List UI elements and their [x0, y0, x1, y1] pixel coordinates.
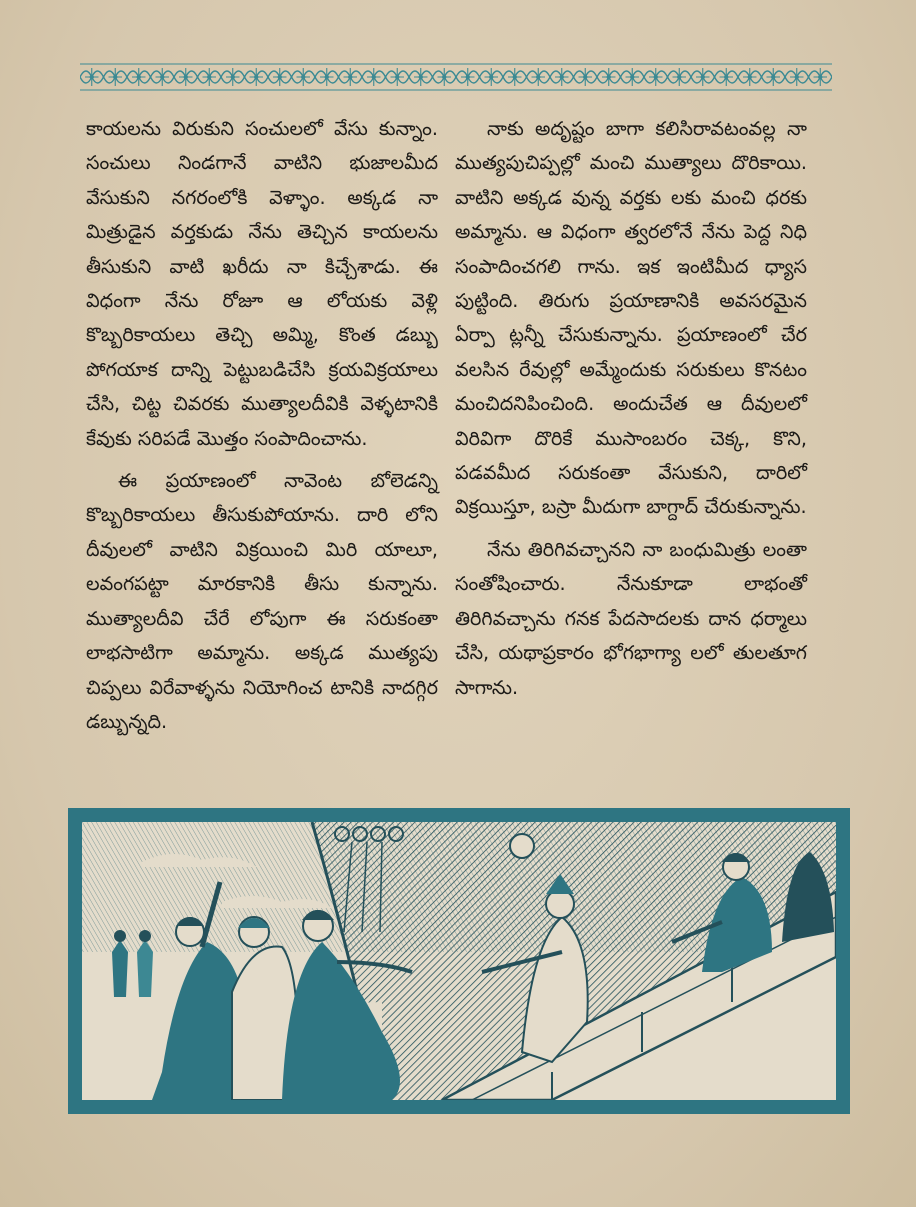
harbor-scene-image: [82, 822, 836, 1100]
decorative-border: [80, 62, 832, 92]
paragraph: ఈ ప్రయాణంలో నావెంట బోలెడన్ని కొబ్బరికాయలు తీసుకుపోయాను. దారి లోని దీవులలో వాటిని విక్రయించి మిరి యాలూ, లవంగపట్టా మారకానికి తీసు కున్నాను. ముత్యాలదీవి చేరే లోపుగా ఈ సరుకంతా లాభసాటిగా అమ్మాను. అక్కడ ముత్యపు చిప్పలు విరేవాళ్ళను నియోగించ టానికి నాదగ్గిర డబ్బున్నది.: [86, 469, 438, 733]
paragraph: నాకు అదృష్టం బాగా కలిసిరావటంవల్ల నా ముత్యపుచిప్పల్లో మంచి ముత్యాలు దొరికాయి. వాటిని అక్కడ వున్న వర్తకు లకు మంచి ధరకు అమ్మాను. ఆ విధంగా త్వరలోనే నేను పెద్ద నిధి సంపాదించగలి గాను. ఇక ఇంటిమీద ధ్యాస పుట్టింది. తిరుగు ప్రయాణానికి అవసరమైన ఏర్పా ట్లన్నీ చేసుకున్నాను. ప్రయాణంలో చేర వలసిన రేవుల్లో అమ్మేందుకు సరుకులు కొనటం మంచిదనిపించింది. అందుచేత ఆ దీవులలో విరివిగా దొరికే ముసాంబరం చెక్క, కొని, పడవమీద సరుకంతా వేసుకుని, దారిలో విక్రయిస్తూ, బస్రా మీదుగా బాగ్దాద్ చేరుకున్నాను.: [455, 117, 807, 519]
story-illustration: [68, 808, 850, 1114]
paragraph: నేను తిరిగివచ్చానని నా బంధుమిత్రు లంతా సంతోషించారు. నేనుకూడా లాభంతో తిరిగివచ్చాను గనక పేదసాదలకు దాన ధర్మాలు చేసి, యథాప్రకారం భోగభాగ్యా లలో తులతూగ సాగాను.: [455, 537, 807, 699]
paragraph: కాయలను విరుకుని సంచులలో వేసు కున్నాం. సంచులు నిండగానే వాటిని భుజాలమీద వేసుకుని నగరంలోకి వెళ్ళాం. అక్కడ నా మిత్రుడైన వర్తకుడు నేను తెచ్చిన కాయలను తీసుకుని వాటి ఖరీదు నా కిచ్చేశాడు. ఈ విధంగా నేను రోజూ ఆ లోయకు వెళ్లి కొబ్బరికాయలు తెచ్చి అమ్మి, కొంత డబ్బు పోగయాక దాన్ని పెట్టుబడిచేసి క్రయవిక్రయాలు చేసి, చిట్ట చివరకు ముత్యాలదీవికి వెళ్ళటానికి కేవుకు సరిపడే మొత్తం సంపాదించాను.: [86, 117, 438, 450]
right-text-column: [455, 112, 807, 713]
left-text-column: [86, 112, 438, 747]
